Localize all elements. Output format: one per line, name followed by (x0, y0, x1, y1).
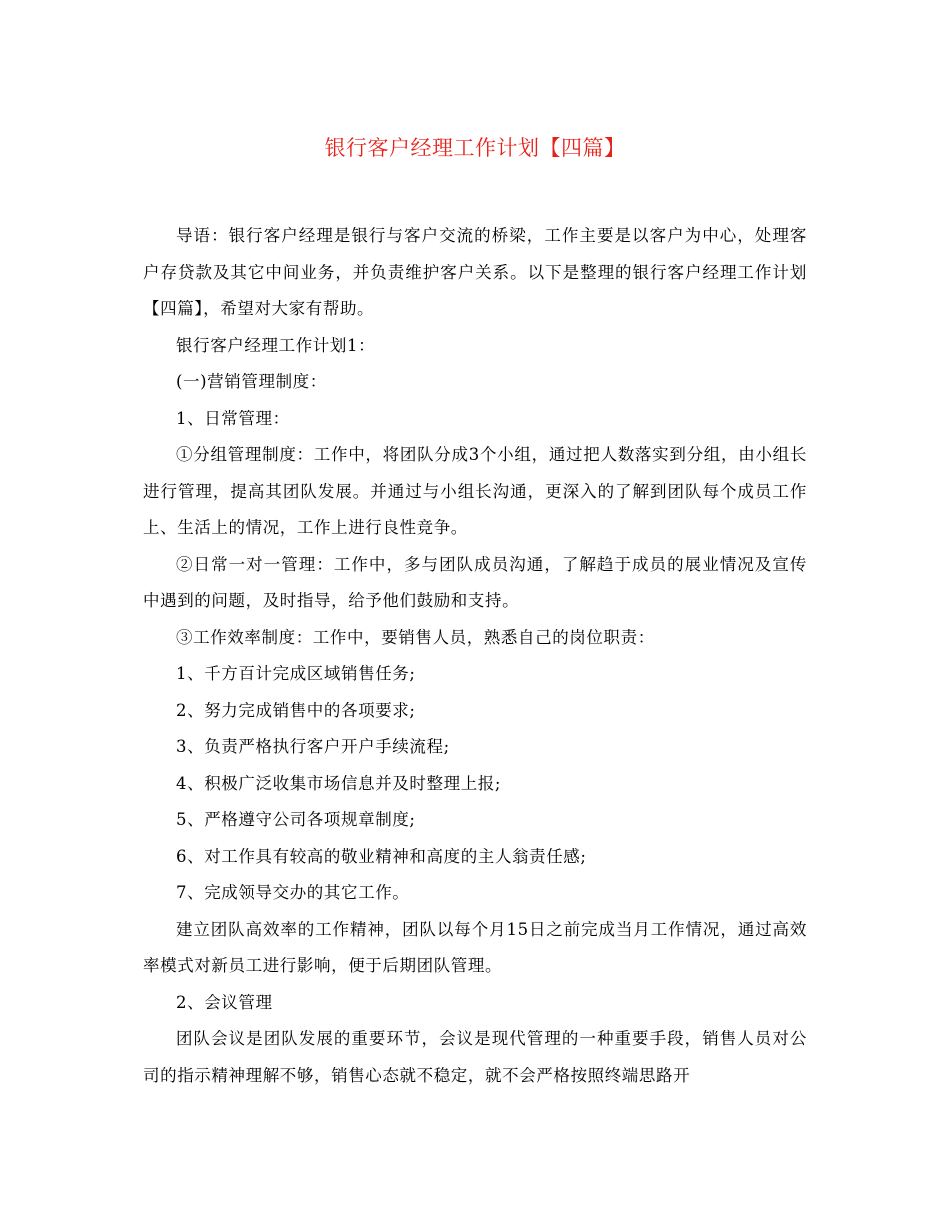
list-item: 5、严格遵守公司各项规章制度; (176, 810, 416, 829)
paragraph-subheading-meeting: 2、会议管理 (176, 992, 273, 1012)
list-item: 7、完成领导交办的其它工作。 (176, 883, 410, 902)
paragraph-plan-1-heading: 银行客户经理工作计划1： (176, 335, 376, 355)
list-item: 2、努力完成销售中的各项要求; (176, 700, 416, 720)
list-item: 6、对工作具有较高的敬业精神和高度的主人翁责任感; (176, 846, 587, 866)
paragraph-efficiency: ③工作效率制度：工作中，要销售人员，熟悉自己的岗位职责： (176, 627, 655, 647)
document-title: 银行客户经理工作计划【四篇】 (324, 136, 626, 160)
document-body (143, 218, 807, 1094)
paragraph-section-heading: (一)营销管理制度： (176, 372, 327, 391)
paragraph-meeting: 团队会议是团队发展的重要环节，会议是现代管理的一种重要手段，销售人员对公司的指示精神理解不够，销售心态就不稳定，就不会严格按照终端思路开 (143, 1029, 807, 1085)
list-item: 1、千方百计完成区域销售任务; (176, 664, 416, 683)
list-item: 4、积极广泛收集市场信息并及时整理上报; (176, 773, 502, 793)
paragraph-group-management: ①分组管理制度：工作中，将团队分成3个小组，通过把人数落实到分组，由小组长进行管理，提高其团队发展。并通过与小组长沟通，更深入的了解到团队每个成员工作上、生活上的情况，工作上进行良性竞争。 (143, 445, 807, 537)
list-item: 3、负责严格执行客户开户手续流程; (176, 737, 450, 756)
paragraph-intro: 导语：银行客户经理是银行与客户交流的桥梁，工作主要是以客户为中心，处理客户存贷款及其它中间业务，并负责维护客户关系。以下是整理的银行客户经理工作计划【四篇】，希望对大家有帮助。 (143, 226, 807, 318)
paragraph-one-on-one: ②日常一对一管理：工作中，多与团队成员沟通，了解趋于成员的展业情况及宣传中遇到的问题，及时指导，给予他们鼓励和支持。 (143, 554, 807, 610)
paragraph-subheading-daily: 1、日常管理： (176, 408, 290, 428)
paragraph-team-spirit: 建立团队高效率的工作精神，团队以每个月15日之前完成当月工作情况，通过高效率模式对新员工进行影响，便于后期团队管理。 (143, 919, 807, 975)
